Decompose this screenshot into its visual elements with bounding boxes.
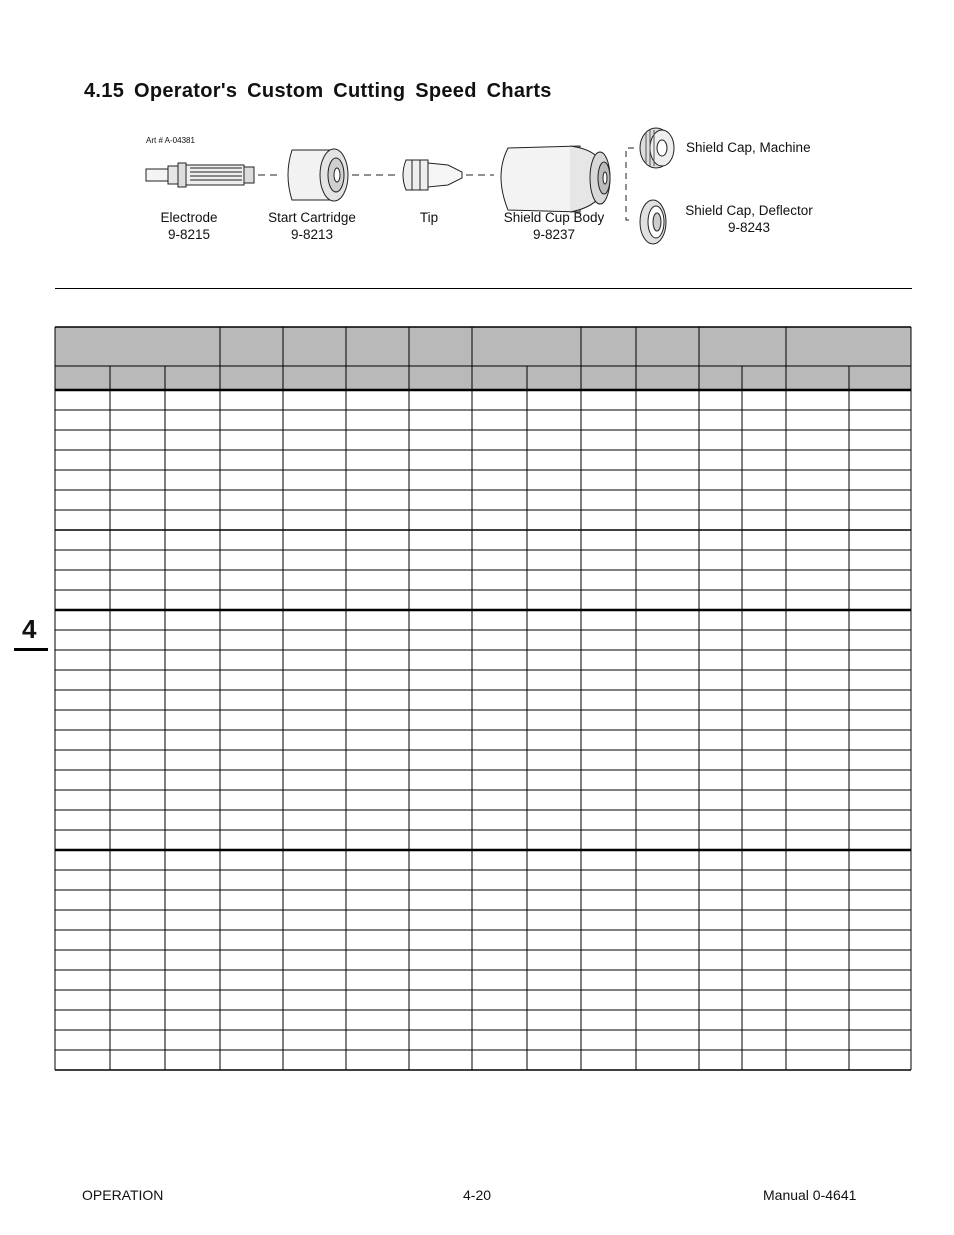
footer-page-number: 4-20 — [463, 1187, 492, 1203]
part-number: 9-8213 — [290, 227, 334, 242]
part-name: Start Cartridge — [268, 210, 356, 225]
part-name: Shield Cap, Deflector — [685, 203, 813, 218]
part-name: Shield Cap, Machine — [686, 140, 811, 155]
table-header-background — [55, 327, 911, 390]
part-name: Electrode — [160, 210, 218, 225]
art-number: Art # A-04381 — [146, 136, 195, 145]
part-name: Tip — [419, 210, 439, 225]
footer-manual-number: Manual 0-4641 — [763, 1187, 857, 1203]
section-tab-underline — [14, 648, 48, 651]
section-title: 4.15 Operator's Custom Cutting Speed Charts — [84, 80, 552, 102]
footer-section: OPERATION — [82, 1187, 164, 1203]
part-number: 9-8243 — [727, 220, 771, 235]
section-tab-number: 4 — [22, 614, 37, 644]
part-number: 9-8215 — [167, 227, 211, 242]
part-number: 9-8237 — [532, 227, 576, 242]
part-name: Shield Cup Body — [503, 210, 605, 225]
